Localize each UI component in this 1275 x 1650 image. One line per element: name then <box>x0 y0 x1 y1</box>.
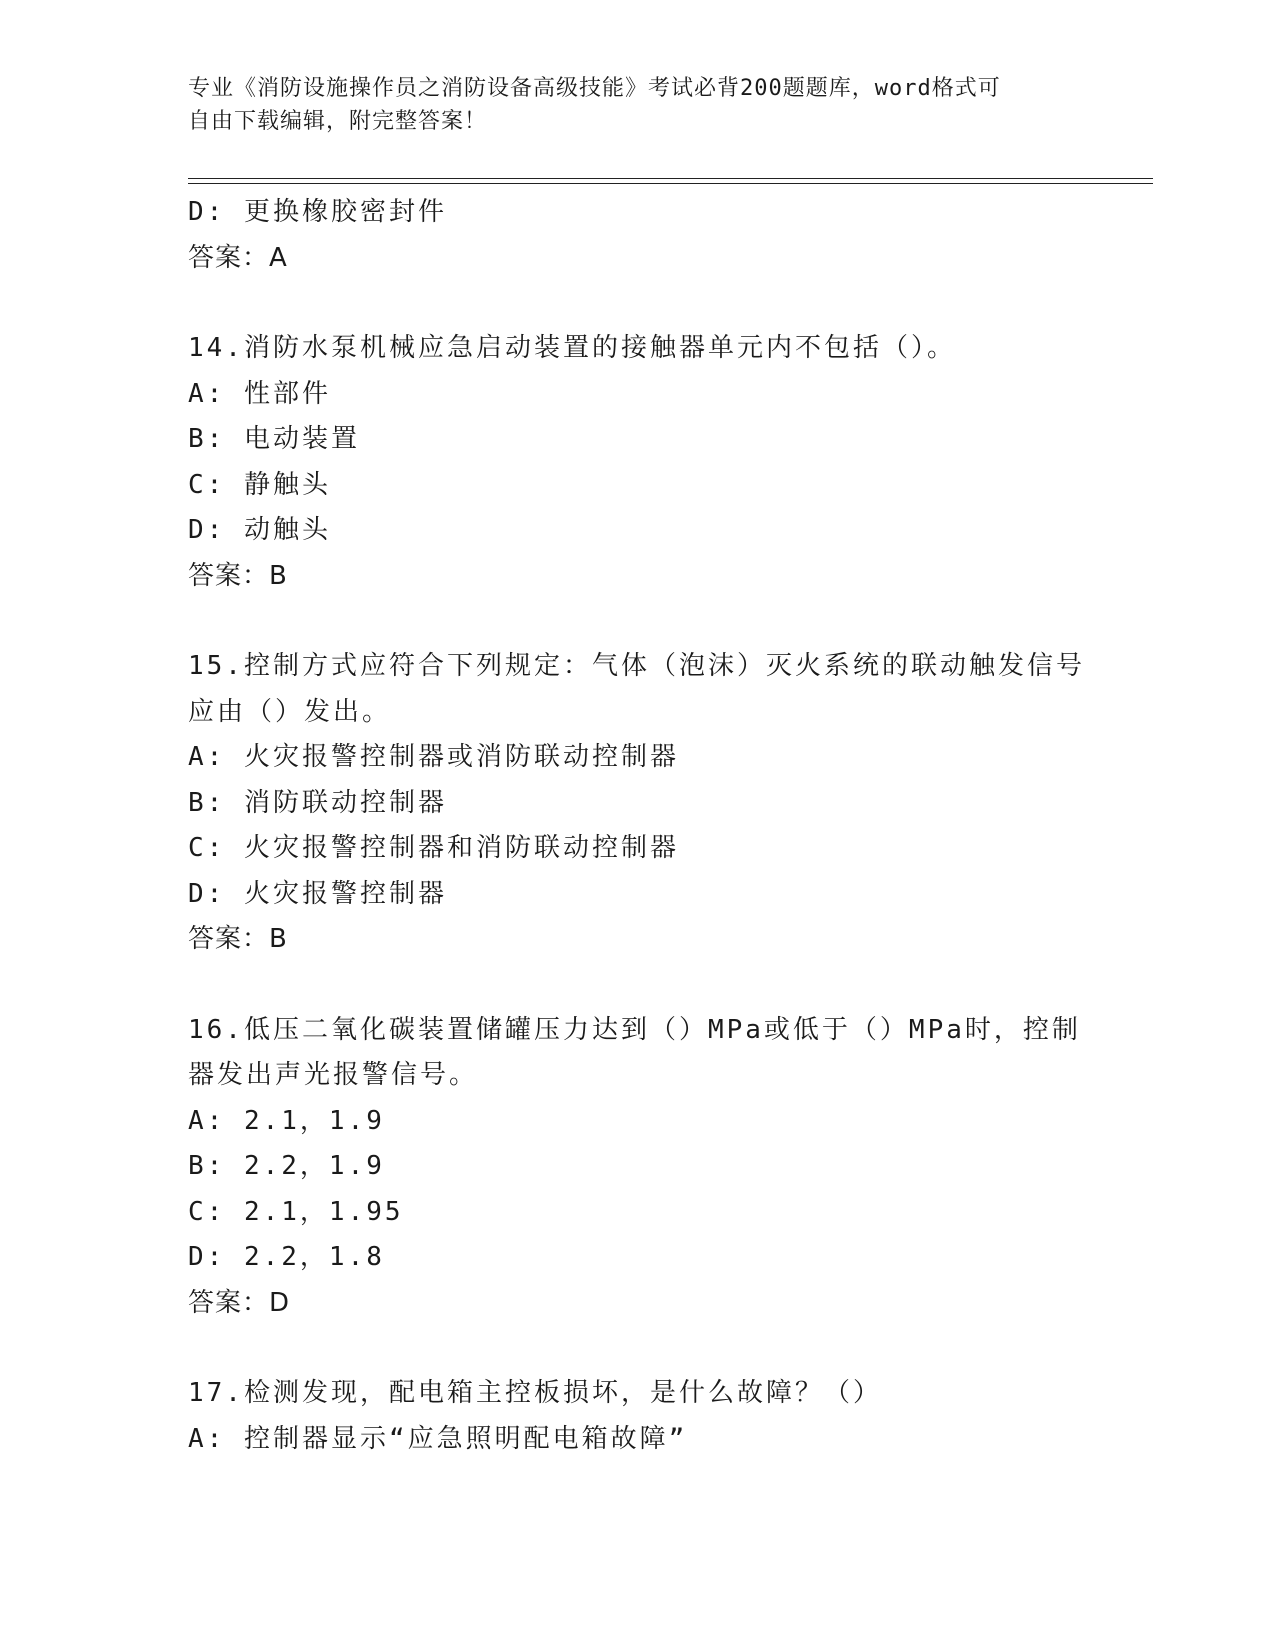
spacer <box>188 1326 1088 1371</box>
question-stem: 14.消防水泵机械应急启动装置的接触器单元内不包括（）。 <box>188 333 956 363</box>
document-header <box>188 72 1068 138</box>
question-17 <box>188 1371 1088 1462</box>
question-15 <box>188 644 1088 963</box>
question-stem: 16.低压二氧化碳装置储罐压力达到（）MPa或低于（）MPa时，控制 <box>188 1014 1081 1045</box>
question-stem: 17.检测发现，配电箱主控板损坏，是什么故障？（） <box>188 1378 882 1408</box>
question-answer: 答案：D <box>188 1287 291 1318</box>
option-c: C: 2.1，1.95 <box>188 1196 404 1227</box>
option-b: B: 电动装置 <box>188 424 360 454</box>
option-c: C: 火灾报警控制器和消防联动控制器 <box>188 833 679 863</box>
option-a: A: 火灾报警控制器或消防联动控制器 <box>188 742 679 772</box>
header-line-2: 自由下载编辑，附完整答案！ <box>188 109 488 134</box>
option-a: A: 性部件 <box>188 378 331 409</box>
question-stem-continued: 应由（）发出。 <box>188 696 392 727</box>
header-divider-top <box>188 178 1153 179</box>
question-answer: 答案：B <box>188 560 288 591</box>
question-stem: 15.控制方式应符合下列规定：气体（泡沫）灭火系统的联动触发信号 <box>188 651 1085 681</box>
option-a: A: 控制器显示“应急照明配电箱故障” <box>188 1423 688 1454</box>
header-divider-bottom <box>188 183 1153 184</box>
option-d: D: 2.2，1.8 <box>188 1242 385 1272</box>
question-answer: 答案：B <box>188 924 288 954</box>
option-a: A: 2.1，1.9 <box>188 1105 385 1136</box>
header-line-1: 专业《消防设施操作员之消防设备高级技能》考试必背200题题库，word格式可 <box>188 76 1001 101</box>
spacer <box>188 281 1088 326</box>
question-14 <box>188 326 1088 599</box>
spacer <box>188 963 1088 1008</box>
question-13-option-d: D: 更换橡胶密封件 <box>188 197 447 227</box>
question-list <box>188 190 1088 1462</box>
question-16 <box>188 1008 1088 1327</box>
question-stem-continued: 器发出声光报警信号。 <box>188 1060 479 1090</box>
option-d: D: 动触头 <box>188 515 331 545</box>
option-d: D: 火灾报警控制器 <box>188 878 447 909</box>
spacer <box>188 599 1088 644</box>
option-c: C: 静触头 <box>188 469 331 500</box>
option-b: B: 2.2，1.9 <box>188 1151 385 1181</box>
option-b: B: 消防联动控制器 <box>188 787 447 818</box>
question-13-answer: 答案：A <box>188 242 288 273</box>
